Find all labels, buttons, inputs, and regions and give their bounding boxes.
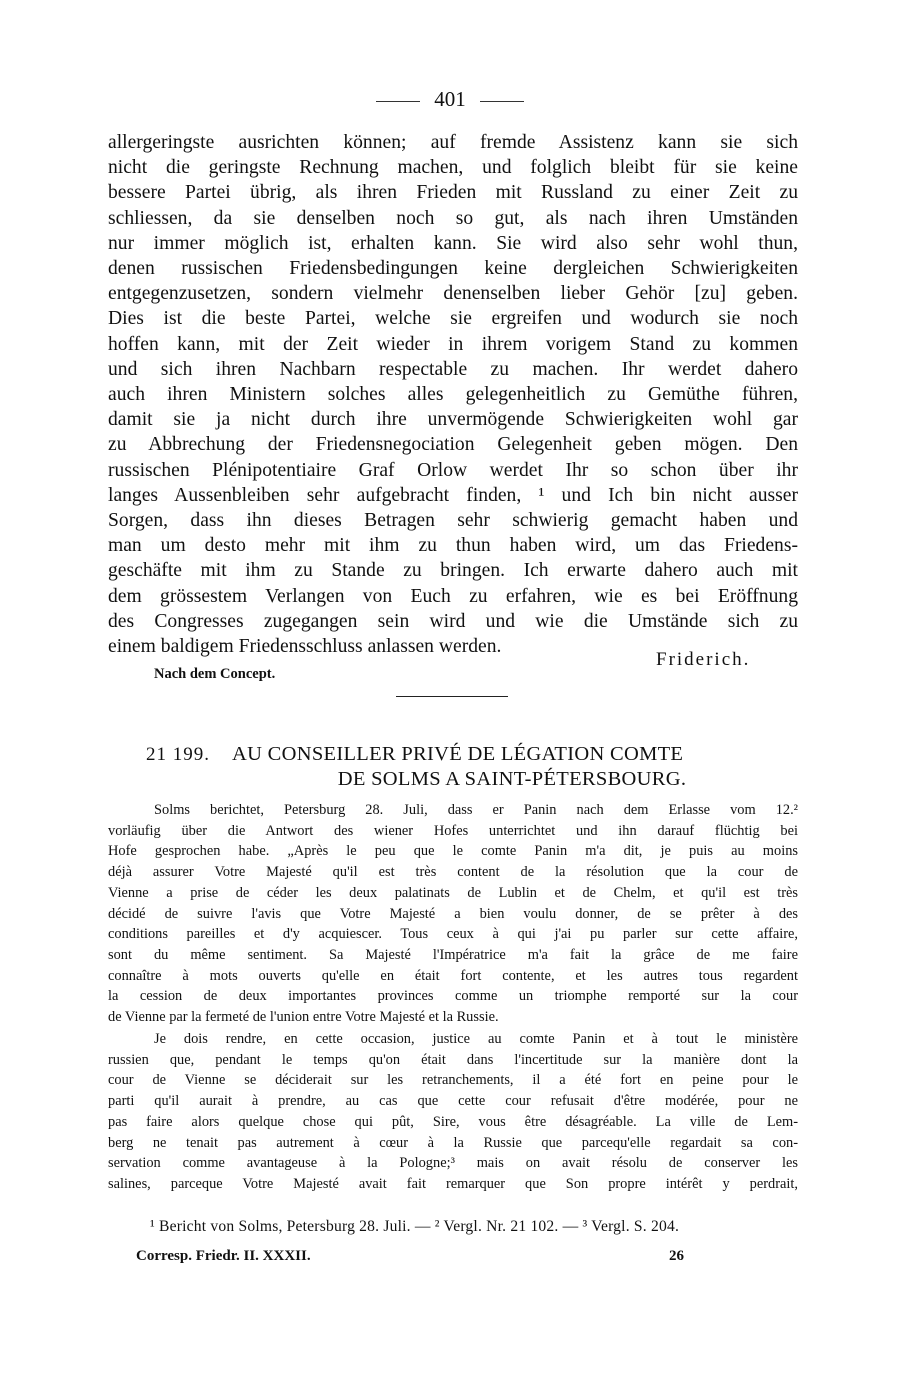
page-header: [0, 86, 900, 112]
text-line: Solms berichtet, Petersburg 28. Juli, dass er Panin nach dem Erlasse vom 12.²: [154, 802, 798, 818]
page-number: 401: [434, 87, 466, 111]
text-line: denen russischen Friedensbedingungen keine dergleichen Schwierigkeiten: [108, 258, 798, 280]
header-dash-right: [480, 101, 524, 102]
text-line: damit sie ja nicht durch ihre unvermögende Schwierigkeiten wohl gar: [108, 409, 798, 431]
text-line: entgegenzusetzen, sondern vielmehr denenselben lieber Gehör [zu] geben.: [108, 283, 798, 305]
text-line: de Vienne par la fermeté de l'union entre Votre Majesté et la Russie.: [108, 1009, 499, 1026]
text-line: Dies ist die beste Partei, welche sie ergreifen und wodurch sie noch: [108, 308, 798, 330]
document-number: 21 199.: [146, 744, 210, 765]
text-line: cour de Vienne se déciderait sur les retranchements, il a été fort en peine pour le: [108, 1072, 798, 1089]
text-line: nur immer möglich ist, erhalten kann. Sie wird also sehr wohl thun,: [108, 232, 798, 254]
french-paragraph-1: [108, 800, 798, 1028]
text-line: einem baldigem Friedensschluss anlassen werden.: [108, 636, 502, 658]
text-line: bessere Partei übrig, als ihren Frieden mit Russland zu einer Zeit zu: [108, 182, 798, 204]
text-line: nicht die geringste Rechnung machen, und folglich bleibt für sie keine: [108, 157, 798, 179]
text-line: déjà assurer Votre Majesté qu'il est très content de la résolution que la cour de: [108, 864, 798, 881]
text-line: zu Abbrechung der Friedensnegociation Gelegenheit geben mögen. Den: [108, 434, 798, 456]
text-line: Je dois rendre, en cette occasion, justice au comte Panin et à tout le ministère: [154, 1031, 798, 1047]
source-note: Nach dem Concept.: [154, 666, 276, 682]
text-line: russischen Plénipotentiaire Graf Orlow werdet Ihr so schon über ihr: [108, 459, 798, 481]
header-dash-left: [376, 101, 420, 102]
text-line: langes Aussenbleiben sehr aufgebracht finden, ¹ und Ich bin nicht ausser: [108, 484, 798, 506]
text-line: des Congresses zugegangen sein wird und wie die Umstände sich zu: [108, 610, 798, 632]
french-paragraph-2: [108, 1029, 798, 1195]
text-line: la cession de deux importantes provinces comme un triomphe remporté sur la cour: [108, 988, 798, 1005]
text-line: auch ihren Ministern solches alles gelegenheitlich zu Gemüthe führen,: [108, 384, 798, 406]
text-line: conditions pareilles et d'y acquiescer. Tous ceux à qui j'ai pu parler sur cette affaire,: [108, 926, 798, 943]
text-line: berg ne tenait pas autrement à cœur à la Russie que parcequ'elle regardait sa con-: [108, 1134, 798, 1151]
section-separator: [396, 696, 508, 697]
text-line: connaître à mots ouverts qu'elle en était fort contente, et les autres tous regardent: [108, 967, 798, 984]
text-line: vorläufig über die Antwort des wiener Hofes unterrichtet und ihn darauf flüchtig bei: [108, 822, 798, 839]
heading-line-1: AU CONSEILLER PRIVÉ DE LÉGATION COMTE: [232, 743, 684, 765]
text-line: Vienne a prise de céder les deux palatinats de Lublin et de Chelm, et qu'il est très: [108, 884, 798, 901]
text-line: Sorgen, dass ihn dieses Betragen sehr schwierig gemacht haben und: [108, 510, 798, 532]
text-line: salines, parceque Votre Majesté avait fait remarquer que Son propre intérêt y perdrait,: [108, 1175, 798, 1192]
heading-line-2: DE SOLMS A SAINT-PÉTERSBOURG.: [337, 768, 687, 790]
text-line: schliessen, da sie denselben noch so gut, als nach ihren Umständen: [108, 207, 798, 229]
text-line: man um desto mehr mit ihm zu thun haben wird, um das Friedens-: [108, 535, 798, 557]
text-line: décidé de suivre l'avis que Votre Majesté a bien voulu donner, de se prêter à des: [108, 905, 798, 922]
volume-signature: Corresp. Friedr. II. XXXII.: [136, 1248, 311, 1264]
text-line: sont du même sentiment. Sa Majesté l'Impératrice m'a fait la grâce de me faire: [108, 946, 798, 963]
text-line: hoffen kann, mit der Zeit wieder in ihrem vorigem Stand zu kommen: [108, 333, 798, 355]
main-letter-text: [108, 130, 798, 659]
text-line: pas faire alors quelque chose qui pût, Sire, vous être désagréable. La ville de Lem-: [108, 1113, 798, 1130]
sheet-number: 26: [669, 1248, 684, 1264]
section-heading: [232, 742, 792, 792]
text-line: allergeringste ausrichten können; auf fremde Assistenz kann sie sich: [108, 132, 798, 153]
text-line: und sich ihren Nachbarn respectable zu machen. Ihr werdet dahero: [108, 358, 798, 380]
text-line: Hofe gesprochen habe. „Après le peu que le comte Panin m'a dit, je puis au moins: [108, 843, 798, 860]
text-line: servation comme avantageuse à la Pologne;³ mais on avait résolu de conserver les: [108, 1155, 798, 1172]
text-line: geschäfte mit ihm zu Stande zu bringen. Ich erwarte dahero auch mit: [108, 560, 798, 582]
text-line: russien que, pendant le temps qu'on était dans l'incertitude sur la manière dont la: [108, 1051, 798, 1068]
text-line: parti qu'il aurait à prendre, au cas que cette cour refusait d'être modérée, pour ne: [108, 1093, 798, 1110]
text-line: dem grössestem Verlangen von Euch zu erfahren, wie es bei Eröffnung: [108, 585, 798, 607]
signature: Friderich.: [656, 649, 751, 670]
footnotes: ¹ Bericht von Solms, Petersburg 28. Juli. — ² Vergl. Nr. 21 102. — ³ Vergl. S. 204.: [150, 1218, 680, 1235]
